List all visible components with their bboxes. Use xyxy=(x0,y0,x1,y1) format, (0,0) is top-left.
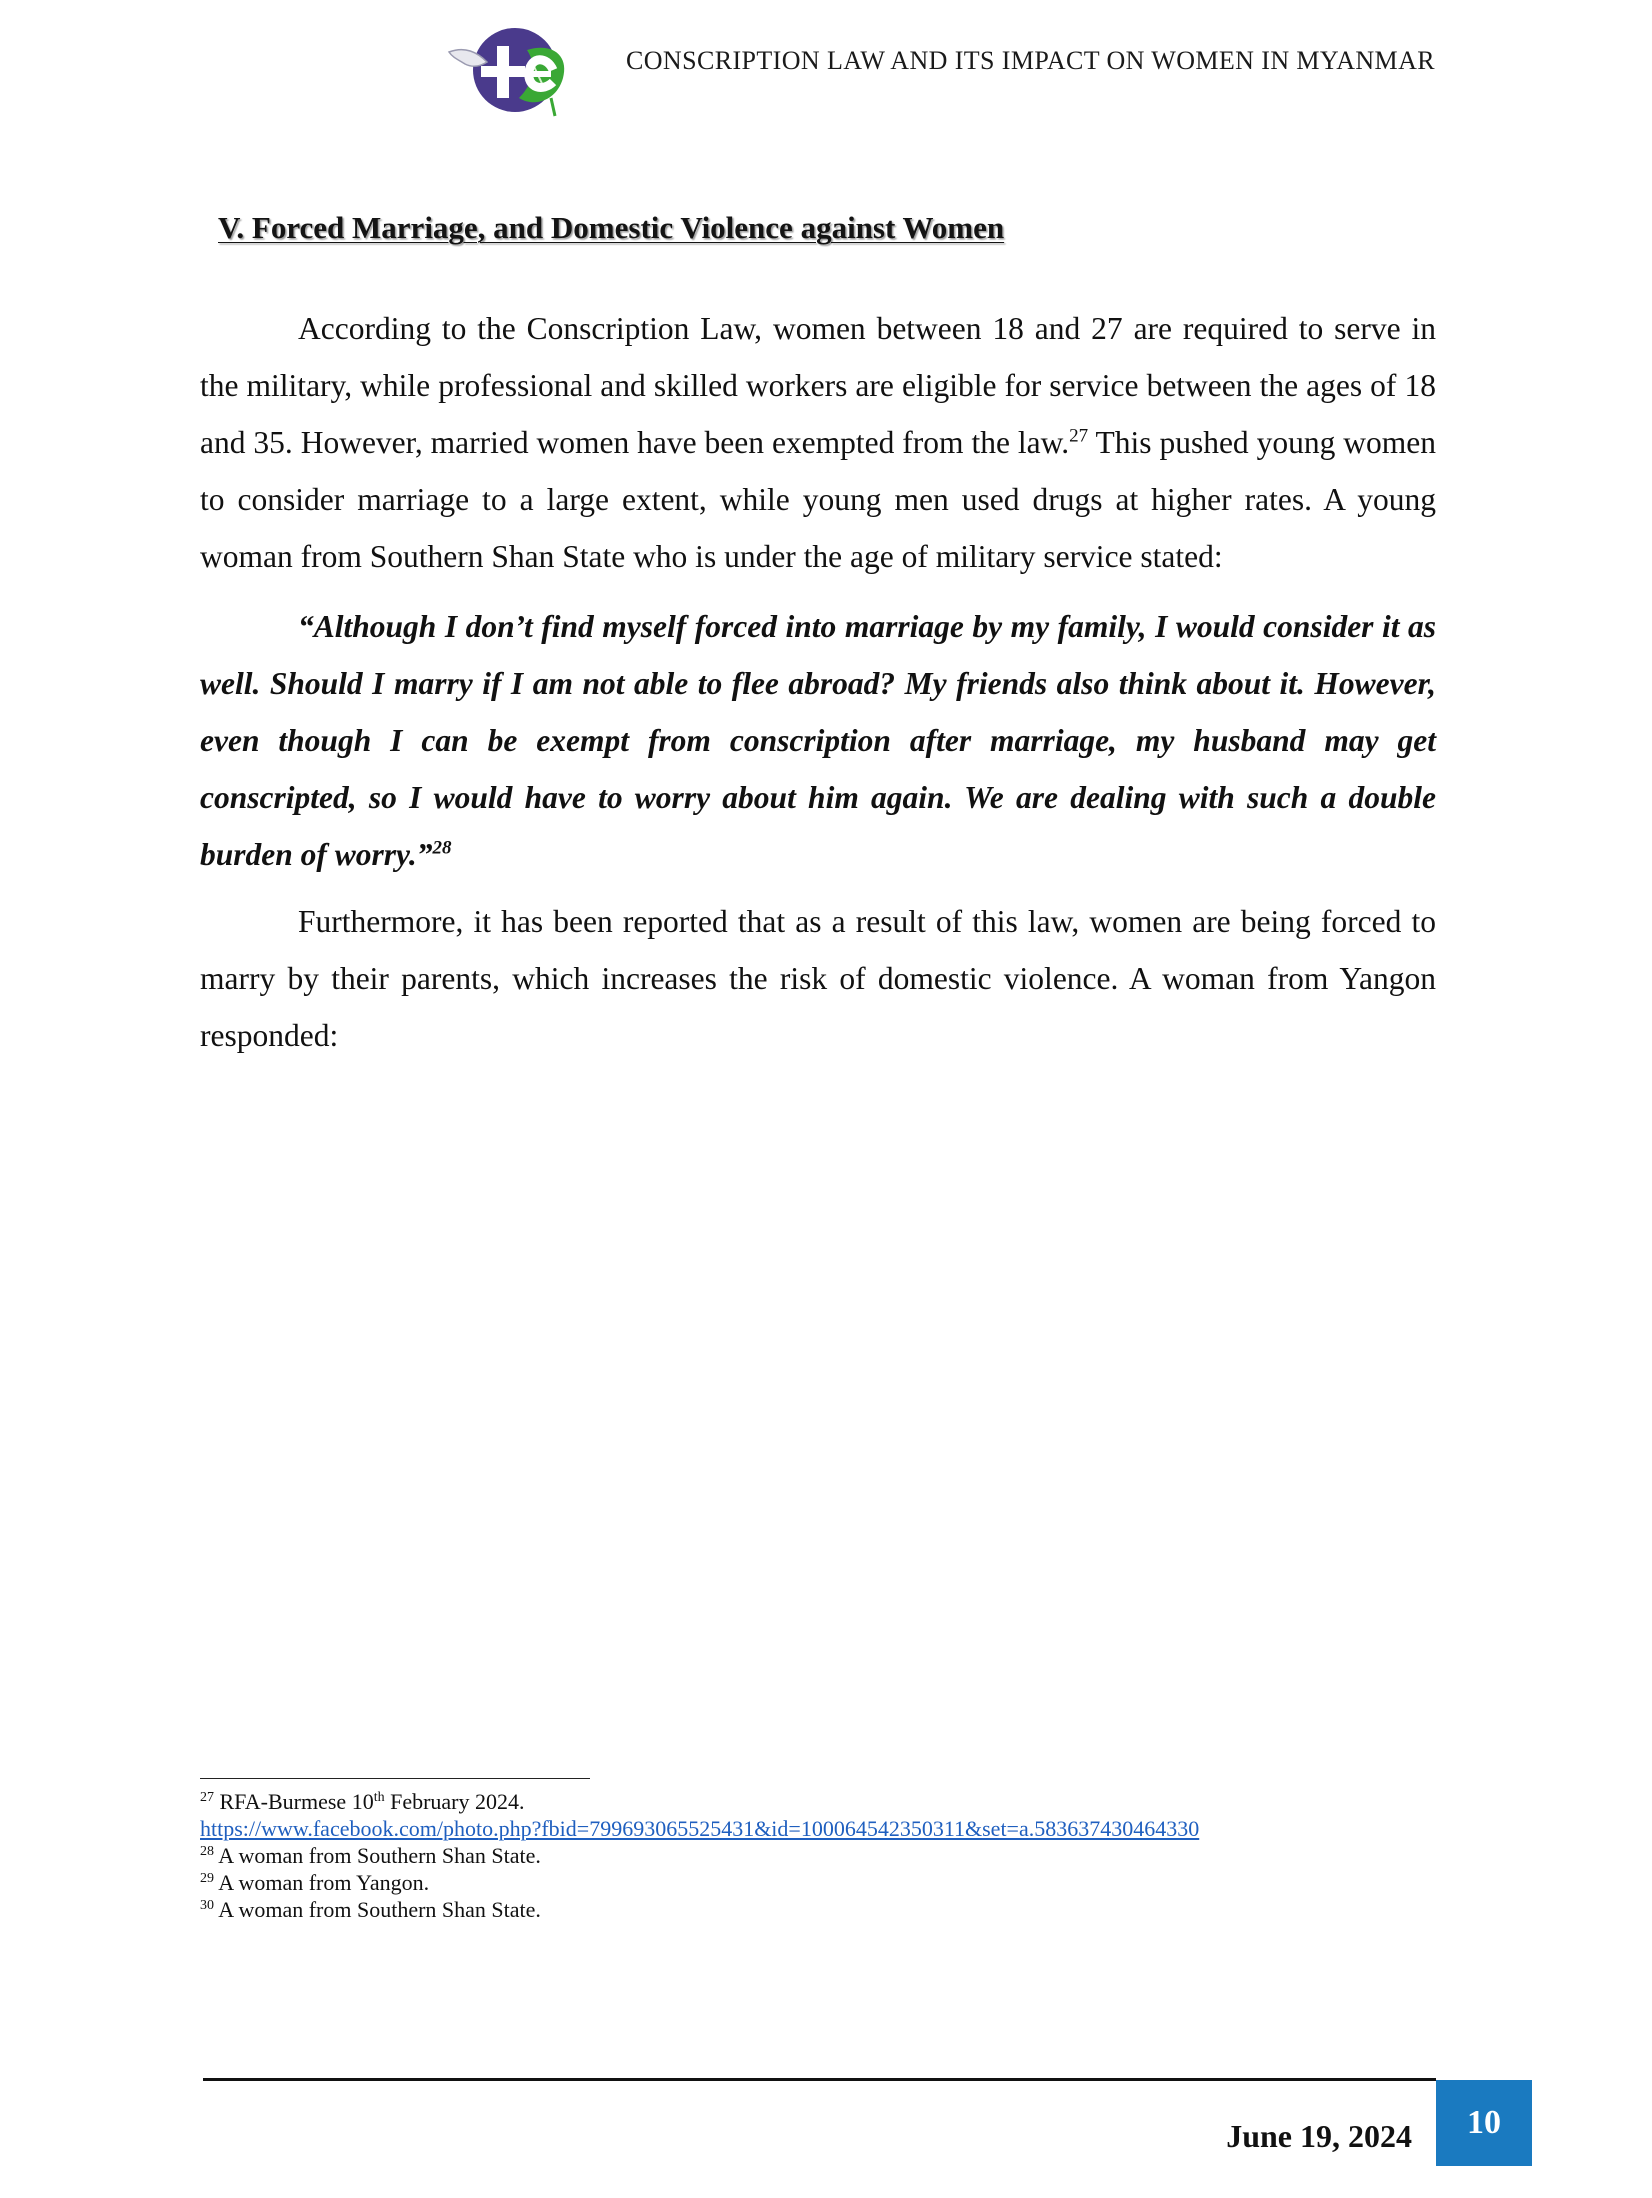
footer-date: June 19, 2024 xyxy=(1226,2118,1412,2154)
footnote-27-link-line xyxy=(200,1815,1436,1842)
body-paragraph-2: Furthermore, it has been reported that as a result of this law, women are being forced to marry by their parents, which increases the risk of domestic violence. A woman from Yangon responded: xyxy=(200,904,1436,1053)
dove-leaf-logo-icon xyxy=(447,12,577,124)
footnote-ref-28[interactable]: 28 xyxy=(432,837,452,859)
page-number: 10 xyxy=(1467,2104,1501,2141)
footnote-text: A woman from Southern Shan State. xyxy=(214,1897,541,1922)
footnote-number: 30 xyxy=(200,1898,214,1913)
footnotes xyxy=(200,1788,1436,1923)
footer-rule xyxy=(203,2078,1436,2081)
footnote-28 xyxy=(200,1842,1436,1869)
footnote-text: February 2024. xyxy=(384,1789,525,1814)
body-paragraph-1 xyxy=(200,300,1436,585)
quote-text: “Although I don’t find myself forced into marriage by my family, I would consider it as well. Should I marry if I am not able to flee abroad? My friends also think about it. However, even though I can be exempt from conscription after marriage, my husband may get conscripted, so I would have to worry about him again. We are dealing with such a double burden of worry.” xyxy=(200,609,1436,872)
footnote-number: 29 xyxy=(200,1871,214,1886)
footnote-30 xyxy=(200,1896,1436,1923)
ordinal-suffix: th xyxy=(373,1790,385,1805)
page-number-badge xyxy=(1436,2080,1532,2166)
footnote-text: RFA-Burmese 10 xyxy=(214,1789,374,1814)
paragraph-text: According to the Conscription Law, women between 18 and 27 are required to serve in the military, while professional and skilled workers are eligible for service between the ages of 18 and 35. However, married women have been exempted from the law. xyxy=(200,311,1436,460)
paragraph-text: This pushed young women to consider marriage to a large extent, while young men used drugs at higher rates. A young woman from Southern Shan State who is under the age of military service stated: xyxy=(200,425,1436,574)
footnote-27 xyxy=(200,1788,1436,1815)
section-heading: V. Forced Marriage, and Domestic Violence against Women xyxy=(218,210,1005,245)
footnote-text: A woman from Yangon. xyxy=(214,1870,430,1895)
document-header-title: CONSCRIPTION LAW AND ITS IMPACT ON WOMEN IN MYANMAR xyxy=(626,46,1435,75)
footnote-separator xyxy=(200,1778,590,1779)
interview-quote xyxy=(200,598,1436,883)
footnote-source-link[interactable]: https://www.facebook.com/photo.php?fbid=799693065525431&id=100064542350311&set=a.583637430464330 xyxy=(200,1816,1200,1841)
footnote-number: 28 xyxy=(200,1844,214,1859)
footnote-29 xyxy=(200,1869,1436,1896)
footnote-text: A woman from Southern Shan State. xyxy=(214,1843,541,1868)
footnote-number: 27 xyxy=(200,1790,214,1805)
footnote-ref-27[interactable]: 27 xyxy=(1069,425,1089,447)
